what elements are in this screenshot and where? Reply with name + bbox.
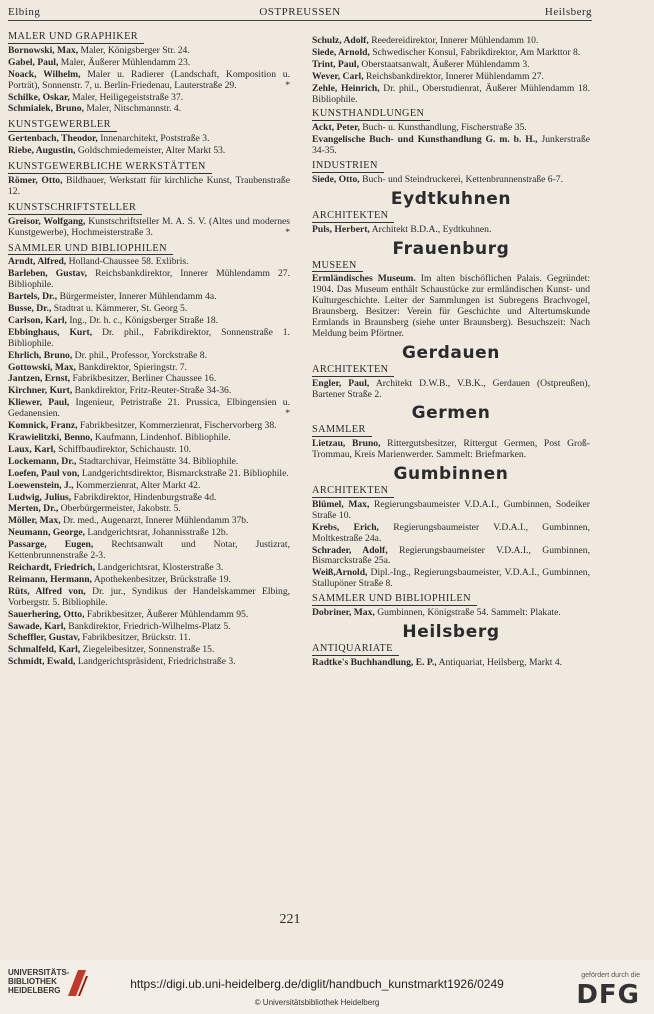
entry-name: Riebe, Augustin,	[8, 145, 76, 157]
directory-entry	[312, 500, 590, 522]
entry-name: Barleben, Gustav,	[8, 268, 87, 280]
entry-name: Wever, Carl,	[312, 70, 364, 82]
entry-name: Römer, Otto,	[8, 174, 63, 186]
section-heading: SAMMLER UND BIBLIOPHILEN	[8, 244, 173, 256]
entry-details: Holland-Chaussee 58. Exlibris.	[68, 256, 189, 268]
entry-name: Scheffler, Gustav,	[8, 632, 80, 644]
entry-name: Carlson, Karl,	[8, 314, 67, 326]
entry-name: Gottowski, Max,	[8, 361, 76, 373]
directory-entry	[8, 457, 290, 468]
directory-entry	[8, 421, 290, 432]
directory-entry	[312, 608, 590, 619]
entry-details: Ziegeleibesitzer, Sonnenstraße 15.	[82, 644, 215, 656]
directory-entry	[312, 439, 590, 461]
entry-name: Gabel, Paul,	[8, 56, 59, 68]
entry-name: Reimann, Hermann,	[8, 573, 92, 585]
entry-name: Passarge, Eugen,	[8, 539, 94, 551]
entry-details: Kaufmann, Lindenhof. Bibliophile.	[94, 432, 231, 443]
left-column	[8, 28, 290, 669]
section-heading: KUNSTGEWERBLICHE WERKSTÄTTEN	[8, 162, 212, 174]
directory-entry	[8, 386, 290, 397]
entry-details: Regierungsbaumeister V.D.A.I., Gumbinnen, Sodeiker Straße 10.	[312, 498, 590, 521]
entry-name: Krebs, Erich,	[312, 521, 379, 533]
directory-entry	[8, 540, 290, 562]
entry-details: Stadtrat u. Kämmerer, St. Georg 5.	[53, 303, 188, 315]
entry-name: Zehle, Heinrich,	[312, 82, 380, 94]
directory-entry	[8, 104, 290, 115]
entry-details: Maler, Äußerer Mühlendamm 23.	[60, 56, 191, 68]
library-logo-icon	[64, 966, 90, 1000]
entry-details: Ing., Dr. h. c., Königsberger Straße 18.	[69, 314, 219, 326]
directory-entry	[312, 48, 590, 59]
entry-details: Landgerichtsrat, Klosterstraße 3.	[97, 561, 224, 573]
entry-details: Landgerichtspräsident, Friedrichstraße 3.	[77, 656, 236, 668]
entry-name: Möller, Max,	[8, 515, 61, 527]
entry-details: Dr. phil., Oberstudienrat, Äußerer Mühlendamm 18. Bibliophile.	[312, 82, 590, 105]
directory-entry	[8, 481, 290, 492]
directory-entry	[8, 374, 290, 385]
directory-entry	[312, 523, 590, 545]
directory-entry	[312, 84, 590, 106]
directory-entry	[8, 433, 290, 444]
directory-entry	[8, 645, 290, 656]
directory-entry	[8, 217, 290, 239]
directory-entry	[8, 622, 290, 633]
entry-name: Ermländisches Museum.	[312, 273, 416, 285]
library-name-3: HEIDELBERG	[8, 986, 61, 995]
entry-details: Gumbinnen, Königstraße 54. Sammelt: Plakate.	[377, 607, 561, 619]
entry-details: Maler, Königsberger Str. 24.	[80, 44, 190, 56]
entry-details: Dipl.-Ing., Regierungsbaumeister, V.D.A.I., Gumbinnen, Stallupöner Straße 8.	[312, 567, 590, 590]
directory-entry	[312, 274, 590, 339]
copyright-notice: © Universitätsbibliothek Heidelberg	[254, 998, 380, 1007]
directory-entry	[8, 563, 290, 574]
entry-details: Bankdirektor, Fritz-Reuter-Straße 34-36.	[74, 385, 232, 397]
directory-entry	[8, 445, 290, 456]
entry-name: Weiß,Arnold,	[312, 567, 368, 579]
entry-name: Busse, Dr.,	[8, 303, 52, 315]
entry-details: Maler u. Radierer (Landschaft, Komposition u. Porträt), Sonnenstr. 7, u. Berlin-Friedenau, Lauterstraße 29.	[8, 68, 291, 91]
entry-details: Dr. jur., Syndikus der Handelskammer Elbing, Vorbergstr. 5. Bibliophile.	[8, 585, 291, 608]
directory-entry	[8, 134, 290, 145]
entry-name: Greisor, Wolfgang,	[8, 215, 86, 227]
directory-entry	[8, 146, 290, 157]
entry-name: Ackt, Peter,	[312, 122, 360, 134]
entry-name: Krawielitzki, Benno,	[8, 432, 93, 443]
entry-details: Bürgermeister, Innerer Mühlendamm 4a.	[59, 291, 217, 303]
entry-details: Architekt B.D.A., Eydtkuhnen.	[371, 223, 492, 235]
entry-details: Rechtsanwalt und Notar, Justizrat, Kettenbrunnenstraße 2-3.	[8, 539, 290, 562]
section-heading: KUNSTHANDLUNGEN	[312, 109, 430, 121]
entry-details: Kommerzienrat, Alter Markt 42.	[75, 479, 201, 491]
city-heading: Frauenburg	[392, 238, 510, 259]
header-center: OSTPREUSSEN	[259, 6, 341, 18]
entry-details: Oberbürgermeister, Jakobstr. 5.	[60, 503, 181, 515]
entry-name: Noack, Wilhelm,	[8, 68, 81, 80]
entry-details: Ingenieur, Petristraße 21. Prussica, Elbingensien u. Gedanensien.	[8, 397, 290, 420]
entry-name: Ludwig, Julius,	[8, 491, 72, 503]
directory-entry	[312, 379, 590, 401]
asterisk-mark: *	[285, 79, 290, 91]
directory-entry	[8, 633, 290, 644]
entry-name: Schmialek, Bruno,	[8, 103, 84, 115]
directory-entry	[312, 568, 590, 590]
directory-entry	[8, 398, 290, 420]
entry-name: Loefen, Paul von,	[8, 467, 80, 479]
entry-details: Stadtarchivar, Heimstätte 34. Bibliophile.	[78, 455, 239, 467]
directory-entry	[8, 93, 290, 104]
entry-details: Schwedischer Konsul, Fabrikdirektor, Am Markttor 8.	[372, 46, 581, 58]
entry-name: Laux, Karl,	[8, 443, 56, 455]
directory-entry	[8, 528, 290, 539]
directory-entry	[312, 546, 590, 568]
city-heading: Germen	[411, 403, 491, 424]
entry-name: Schulz, Adolf,	[312, 35, 369, 46]
section-heading: INDUSTRIEN	[312, 161, 384, 173]
entry-name: Evangelische Buch- und Kunsthandlung G. m. b. H.,	[312, 134, 538, 146]
entry-name: Schrader, Adolf,	[312, 544, 388, 556]
city-heading: Gumbinnen	[393, 464, 509, 485]
entry-details: Im alten bischöflichen Palais. Gegründet: 1904. Das Museum enthält Schaustücke zur ermländischen Kunst- und Kulturgeschichte. Leiter der Sammlungen ist Subregens Brachvogel, Braunsberg. Besitzer: Verein für Geschichte und Altertumskunde Ermlands in Braunsberg (siehe unter Braunsberg). Besuchszeit: Nach Meldung beim Pförtner.	[312, 273, 590, 339]
permalink-url[interactable]: https://digi.ub.uni-heidelberg.de/diglit/handbuch_kunstmarkt1926/0249	[130, 977, 504, 991]
header-right: Heilsberg	[544, 6, 592, 18]
entry-details: Apothekenbesitzer, Brückstraße 19.	[93, 573, 231, 585]
directory-entry	[312, 225, 590, 236]
directory-entry	[312, 36, 590, 47]
entry-details: Fabrikbesitzer, Kommerzienrat, Fischervorberg 38.	[79, 420, 277, 432]
entry-details: Buch- und Steindruckerei, Kettenbrunnenstraße 6-7.	[362, 173, 563, 185]
entry-details: Reedereidirektor, Innerer Mühlendamm 10.	[371, 35, 539, 46]
directory-entry	[312, 658, 590, 669]
entry-details: Fabrikbesitzer, Berliner Chaussee 16.	[72, 373, 217, 385]
entry-name: Ehrlich, Bruno,	[8, 349, 73, 361]
entry-name: Kirchner, Kurt,	[8, 385, 73, 397]
directory-entry	[8, 70, 290, 92]
entry-details: Bankdirektor, Spieringstr. 7.	[78, 361, 187, 373]
city-heading: Heilsberg	[402, 621, 500, 642]
asterisk-mark: *	[285, 226, 290, 238]
section-heading: ARCHITEKTEN	[312, 211, 394, 223]
directory-entry	[8, 58, 290, 69]
entry-name: Merten, Dr.,	[8, 503, 59, 515]
section-heading: ARCHITEKTEN	[312, 365, 394, 377]
entry-details: Reichsbankdirektor, Innerer Mühlendamm 27.	[366, 70, 544, 82]
entry-name: Bornowski, Max,	[8, 44, 79, 56]
entry-details: Bankdirektor, Friedrich-Wilhelms-Platz 5.	[68, 620, 231, 632]
entry-details: Architekt D.W.B., V.B.K., Gerdauen (Ostpreußen), Bartener Straße 2.	[312, 377, 590, 400]
entry-details: Antiquariat, Heilsberg, Markt 4.	[438, 656, 563, 668]
directory-entry	[8, 257, 290, 268]
directory-entry	[8, 575, 290, 586]
directory-entry	[8, 610, 290, 621]
entry-name: Engler, Paul,	[312, 377, 370, 389]
city-heading: Gerdauen	[401, 342, 501, 363]
dfg-logo[interactable]: DFG	[576, 980, 640, 1010]
directory-entry	[8, 587, 290, 609]
entry-details: Reichsbankdirektor, Innerer Mühlendamm 27. Bibliophile.	[8, 268, 290, 291]
entry-details: Bildhauer, Werkstatt für kirchliche Kunst, Traubenstraße 12.	[8, 174, 290, 197]
funded-by-label: gefördert durch die	[581, 972, 640, 979]
section-heading: SAMMLER UND BIBLIOPHILEN	[312, 594, 477, 606]
entry-name: Lockemann, Dr.,	[8, 455, 77, 467]
entry-details: Maler, Heiligegeiststraße 37.	[72, 91, 184, 103]
directory-entry	[8, 363, 290, 374]
entry-details: Junkerstraße 34-35.	[312, 134, 590, 157]
entry-name: Loewenstein, J.,	[8, 479, 74, 491]
directory-entry	[312, 135, 590, 157]
asterisk-mark: *	[285, 408, 290, 420]
section-heading: MUSEEN	[312, 261, 363, 273]
entry-name: Schmidt, Ewald,	[8, 656, 76, 668]
directory-entry	[8, 176, 290, 198]
entry-name: Trint, Paul,	[312, 58, 359, 70]
entry-details: Kunstschriftsteller M. A. S. V. (Altes und modernes Kunstgewerbe), Hochmeisterstraße 3.	[8, 215, 290, 238]
directory-entry	[8, 493, 290, 504]
entry-name: Radtke's Buchhandlung, E. P.,	[312, 656, 437, 668]
section-heading: KUNSTGEWERBLER	[8, 120, 117, 132]
entry-details: Innenarchitekt, Poststraße 3.	[100, 133, 210, 145]
entry-details: Rittergutsbesitzer, Rittergut Germen, Post Groß-Trommau, Kreis Marienwerder. Sammelt: Briefmarken.	[312, 438, 591, 461]
directory-entry	[312, 60, 590, 71]
directory-entry	[8, 351, 290, 362]
entry-name: Kliewer, Paul,	[8, 397, 70, 409]
page-number: 221	[279, 912, 301, 927]
directory-entry	[312, 72, 590, 83]
entry-name: Bartels, Dr.,	[8, 291, 58, 303]
section-heading: KUNSTSCHRIFTSTELLER	[8, 203, 142, 215]
entry-name: Sawade, Karl,	[8, 620, 66, 632]
entry-details: Buch- u. Kunsthandlung, Fischerstraße 35.	[362, 122, 527, 134]
entry-details: Fabrikbesitzer, Brückstr. 11.	[82, 632, 191, 644]
entry-name: Reichardt, Friedrich,	[8, 561, 96, 573]
entry-details: Oberstaatsanwalt, Äußerer Mühlendamm 3.	[361, 58, 530, 70]
entry-name: Dobriner, Max,	[312, 607, 375, 619]
entry-name: Puls, Herbert,	[312, 223, 370, 235]
entry-name: Siede, Otto,	[312, 173, 360, 185]
entry-details: Fabrikdirektor, Hindenburgstraße 4d.	[73, 491, 217, 503]
library-name-2: BIBLIOTHEK	[8, 977, 57, 986]
entry-name: Ebbinghaus, Kurt,	[8, 326, 93, 338]
entry-name: Jantzen, Ernst,	[8, 373, 71, 385]
entry-name: Komnick, Franz,	[8, 420, 78, 432]
entry-details: Dr. med., Augenarzt, Innerer Mühlendamm 37b.	[63, 515, 249, 527]
directory-entry	[8, 269, 290, 291]
directory-entry	[8, 46, 290, 57]
header-left: Elbing	[8, 6, 41, 18]
directory-entry	[8, 504, 290, 515]
entry-details: Regierungsbaumeister V.D.A.I., Gumbinnen, Moltkestraße 24a.	[312, 521, 590, 544]
entry-name: Blümel, Max,	[312, 498, 370, 510]
directory-entry	[8, 292, 290, 303]
section-heading: ARCHITEKTEN	[312, 486, 394, 498]
entry-details: Schiffbaudirektor, Schichaustr. 10.	[58, 443, 192, 455]
entry-details: Regierungsbaumeister V.D.A.I., Gumbinnen, Bismarckstraße 25a.	[312, 544, 590, 567]
directory-entry	[8, 328, 290, 350]
directory-entry	[8, 304, 290, 315]
entry-details: Maler, Nitschmannstr. 4.	[86, 103, 182, 115]
directory-entry	[312, 175, 590, 186]
entry-details: Goldschmiedemeister, Alter Markt 53.	[77, 145, 226, 157]
entry-name: Schmalfeld, Karl,	[8, 644, 81, 656]
entry-details: Dr. phil., Professor, Yorckstraße 8.	[74, 349, 207, 361]
viewer-footer	[0, 960, 654, 1014]
entry-name: Arndt, Alfred,	[8, 256, 67, 268]
directory-entry	[8, 657, 290, 668]
entry-name: Lietzau, Bruno,	[312, 438, 381, 450]
library-name-1: UNIVERSITÄTS-	[8, 968, 70, 977]
entry-name: Sauerhering, Otto,	[8, 608, 85, 620]
section-heading: MALER UND GRAPHIKER	[8, 32, 144, 44]
running-header	[8, 6, 592, 21]
entry-name: Gertenbach, Theodor,	[8, 133, 98, 145]
section-heading: ANTIQUARIATE	[312, 644, 399, 656]
entry-name: Neumann, George,	[8, 527, 86, 539]
entry-details: Fabrikbesitzer, Äußerer Mühlendamm 95.	[86, 608, 249, 620]
directory-entry	[8, 316, 290, 327]
entry-name: Schilke, Oskar,	[8, 91, 70, 103]
directory-entry	[8, 469, 290, 480]
entry-name: Rüts, Alfred von,	[8, 585, 86, 597]
entry-details: Landgerichtsdirektor, Bismarckstraße 21. Bibliophile.	[81, 467, 289, 479]
library-logo[interactable]	[8, 968, 69, 995]
city-heading: Eydtkuhnen	[390, 188, 512, 209]
directory-entry	[312, 123, 590, 134]
section-heading: SAMMLER	[312, 425, 372, 437]
directory-entry	[8, 516, 290, 527]
entry-details: Dr. phil., Fabrikdirektor, Sonnenstraße 1. Bibliophile.	[8, 326, 290, 349]
right-column	[312, 36, 590, 670]
entry-name: Siede, Arnold,	[312, 46, 370, 58]
entry-details: Landgerichtsrat, Johannisstraße 12b.	[87, 527, 229, 539]
